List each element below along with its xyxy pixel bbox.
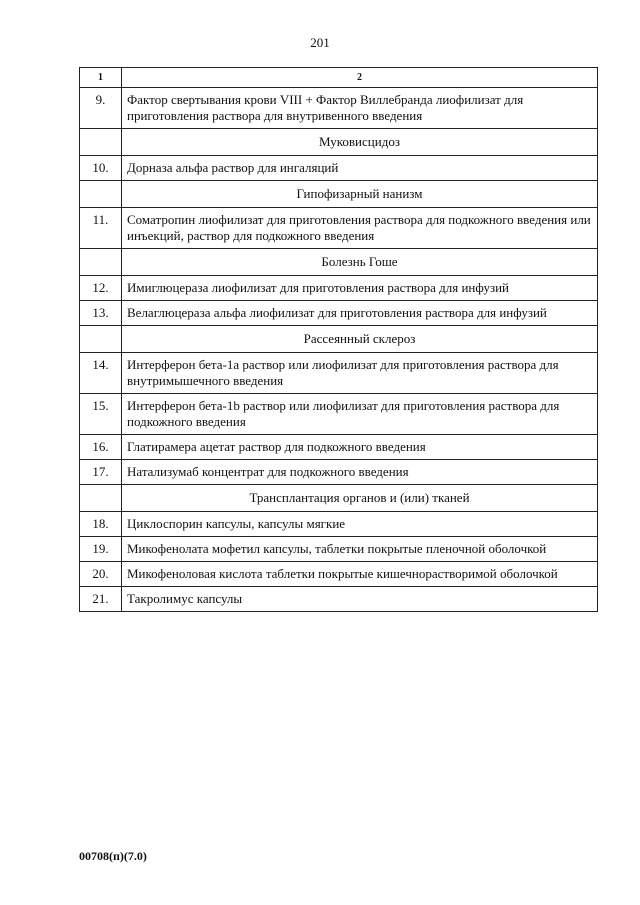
- drug-row: [80, 512, 598, 537]
- row-number: 11.: [80, 208, 122, 249]
- header-col-number: 1: [80, 68, 122, 88]
- section-title: Муковисцидоз: [122, 129, 598, 156]
- row-number: 13.: [80, 301, 122, 326]
- section-title: Рассеянный склероз: [122, 326, 598, 353]
- header-col-name: 2: [122, 68, 598, 88]
- row-number: 19.: [80, 537, 122, 562]
- drug-row: [80, 394, 598, 435]
- drug-description: Соматропин лиофилизат для приготовления раствора для подкожного введения или инъекций, раствор для подкожного введения: [122, 208, 598, 249]
- section-row: [80, 249, 598, 276]
- table-body: [80, 68, 598, 612]
- drug-description: Имиглюцераза лиофилизат для приготовления раствора для инфузий: [122, 276, 598, 301]
- drug-description: Фактор свертывания крови VIII + Фактор Виллебранда лиофилизат для приготовления раствора для внутривенного введения: [122, 88, 598, 129]
- drug-row: [80, 88, 598, 129]
- section-title: Гипофизарный нанизм: [122, 181, 598, 208]
- section-empty-cell: [80, 485, 122, 512]
- row-number: 12.: [80, 276, 122, 301]
- section-title: Болезнь Гоше: [122, 249, 598, 276]
- document-code: 00708(п)(7.0): [79, 849, 147, 863]
- drug-row: [80, 435, 598, 460]
- row-number: 17.: [80, 460, 122, 485]
- section-empty-cell: [80, 129, 122, 156]
- drug-description: Глатирамера ацетат раствор для подкожного введения: [122, 435, 598, 460]
- row-number: 20.: [80, 562, 122, 587]
- row-number: 21.: [80, 587, 122, 612]
- drug-list-table: [79, 67, 598, 612]
- drug-row: [80, 537, 598, 562]
- section-row: [80, 181, 598, 208]
- section-empty-cell: [80, 249, 122, 276]
- drug-description: Микофеноловая кислота таблетки покрытые кишечнорастворимой оболочкой: [122, 562, 598, 587]
- drug-row: [80, 587, 598, 612]
- row-number: 18.: [80, 512, 122, 537]
- section-row: [80, 326, 598, 353]
- page-number: 201: [310, 35, 330, 50]
- drug-row: [80, 301, 598, 326]
- drug-row: [80, 156, 598, 181]
- drug-description: Такролимус капсулы: [122, 587, 598, 612]
- section-row: [80, 485, 598, 512]
- drug-row: [80, 353, 598, 394]
- drug-description: Микофенолата мофетил капсулы, таблетки покрытые пленочной оболочкой: [122, 537, 598, 562]
- drug-description: Велаглюцераза альфа лиофилизат для приготовления раствора для инфузий: [122, 301, 598, 326]
- row-number: 16.: [80, 435, 122, 460]
- drug-row: [80, 460, 598, 485]
- drug-description: Циклоспорин капсулы, капсулы мягкие: [122, 512, 598, 537]
- table-header-row: [80, 68, 598, 88]
- row-number: 9.: [80, 88, 122, 129]
- drug-row: [80, 562, 598, 587]
- section-row: [80, 129, 598, 156]
- drug-description: Натализумаб концентрат для подкожного введения: [122, 460, 598, 485]
- drug-row: [80, 276, 598, 301]
- drug-description: Дорназа альфа раствор для ингаляций: [122, 156, 598, 181]
- row-number: 15.: [80, 394, 122, 435]
- section-empty-cell: [80, 326, 122, 353]
- section-title: Трансплантация органов и (или) тканей: [122, 485, 598, 512]
- drug-row: [80, 208, 598, 249]
- row-number: 14.: [80, 353, 122, 394]
- row-number: 10.: [80, 156, 122, 181]
- drug-description: Интерферон бета-1b раствор или лиофилизат для приготовления раствора для подкожного введения: [122, 394, 598, 435]
- drug-description: Интерферон бета-1a раствор или лиофилизат для приготовления раствора для внутримышечного введения: [122, 353, 598, 394]
- section-empty-cell: [80, 181, 122, 208]
